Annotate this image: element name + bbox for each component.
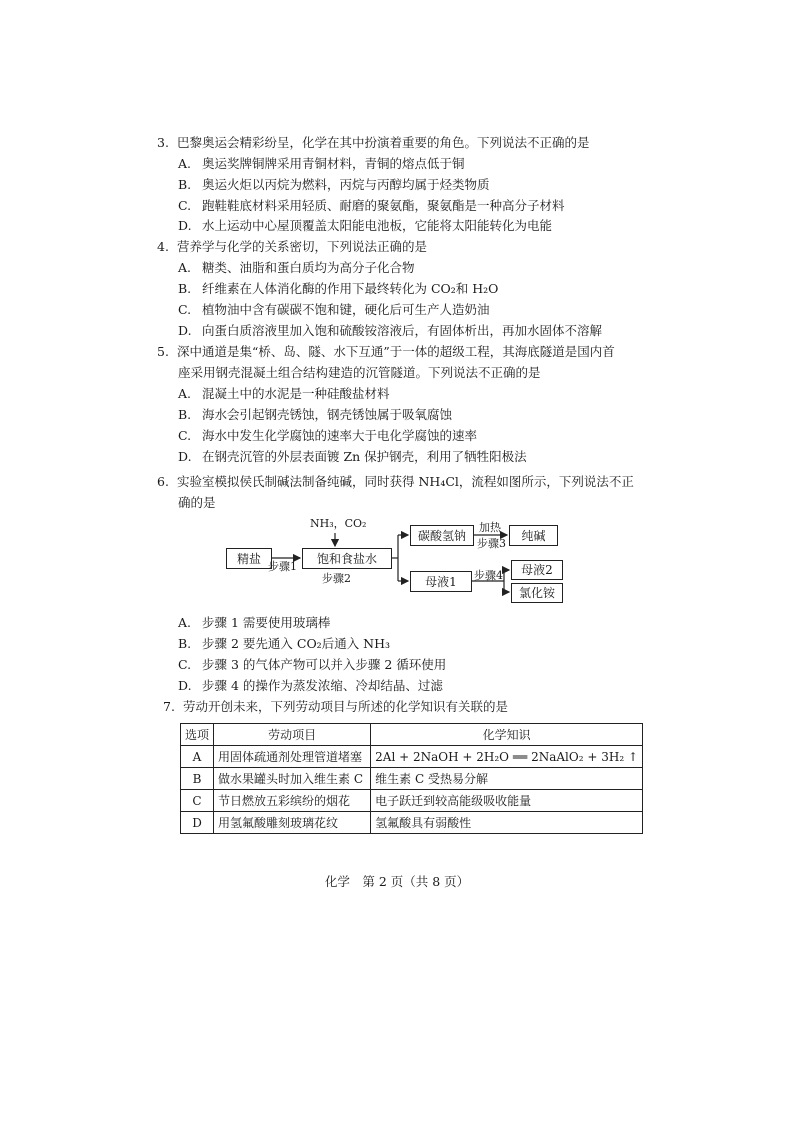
table-cell: D [181,812,214,834]
table-row [181,768,643,790]
q3-option-d: D. 水上运动中心屋顶覆盖太阳能电池板，它能将太阳能转化为电能 [178,218,553,233]
q5-option-a: A. 混凝土中的水泥是一种硅酸盐材料 [178,386,390,401]
table-header: 选项 [181,724,214,746]
question-7-stem: 7. 劳动开创未来，下列劳动项目与所述的化学知识有关联的是 [163,699,509,714]
box-sodium-bicarbonate: 碳酸氢钠 [410,525,474,546]
q4-option-a: A. 糖类、油脂和蛋白质均为高分子化合物 [178,260,415,275]
table-cell: 氢氟酸具有弱酸性 [371,812,643,834]
table-cell: 2Al + 2NaOH + 2H₂O ══ 2NaAlO₂ + 3H₂ ↑ [371,746,643,768]
table-row [181,812,643,834]
label-step-4: 步骤4 [474,569,503,582]
q3-option-c: C. 跑鞋鞋底材料采用轻质、耐磨的聚氨酯，聚氨酯是一种高分子材料 [178,198,565,213]
box-ammonium-chloride: 氯化铵 [511,583,563,603]
table-cell: 用固体疏通剂处理管道堵塞 [214,746,371,768]
question-5-stem-cont: 座采用钢壳混凝土组合结构建造的沉管隧道。下列说法不正确的是 [178,365,541,380]
box-saturated-brine: 饱和食盐水 [302,548,392,569]
page-footer: 化学 第 2 页（共 8 页） [324,874,470,889]
q4-option-d: D. 向蛋白质溶液里加入饱和硫酸铵溶液后，有固体析出，再加水固体不溶解 [178,323,603,338]
q6-option-b: B. 步骤 2 要先通入 CO₂后通入 NH₃ [178,636,391,651]
table-row [181,790,643,812]
box-salt: 精盐 [226,548,272,569]
question-3-stem: 3. 巴黎奥运会精彩纷呈，化学在其中扮演着重要的角色。下列说法不正确的是 [157,135,590,150]
table-cell: 节日燃放五彩缤纷的烟花 [214,790,371,812]
question-number: 3. [157,135,169,150]
q4-option-c: C. 植物油中含有碳碳不饱和键，硬化后可生产人造奶油 [178,302,490,317]
question-number: 6. [157,474,169,489]
q6-option-d: D. 步骤 4 的操作为蒸发浓缩、冷却结晶、过滤 [178,678,443,693]
table-header: 劳动项目 [214,724,371,746]
question-5-stem: 5. 深中通道是集“桥、岛、隧、水下互通”于一体的超级工程，其海底隧道是国内首 [157,344,615,359]
q6-option-c: C. 步骤 3 的气体产物可以并入步骤 2 循环使用 [178,657,447,672]
q4-option-b: B. 纤维素在人体消化酶的作用下最终转化为 CO₂和 H₂O [178,281,499,296]
q3-option-b: B. 奥运火炬以丙烷为燃料，丙烷与丙醇均属于烃类物质 [178,177,490,192]
table-cell: B [181,768,214,790]
flow-diagram [220,515,590,615]
question-number: 5. [157,344,169,359]
table-cell: 用氢氟酸雕刻玻璃花纹 [214,812,371,834]
question-6-stem: 6. 实验室模拟侯氏制碱法制备纯碱，同时获得 NH₄Cl，流程如图所示，下列说法不正 [157,474,634,489]
box-mother-liquor-2: 母液2 [511,560,563,580]
label-step-2: 步骤2 [322,572,351,585]
table-header-row [181,724,643,746]
question-4-stem: 4. 营养学与化学的关系密切，下列说法正确的是 [157,239,428,254]
q5-option-c: C. 海水中发生化学腐蚀的速率大于电化学腐蚀的速率 [178,428,478,443]
table-cell: 做水果罐头时加入维生素 C [214,768,371,790]
label-reagents: NH₃，CO₂ [310,517,367,530]
table-cell: 电子跃迁到较高能级吸收能量 [371,790,643,812]
label-step-3: 步骤3 [477,537,506,550]
q6-option-a: A. 步骤 1 需要使用玻璃棒 [178,615,331,630]
question-7-table [180,723,643,834]
label-step-1: 步骤1 [268,560,297,573]
q5-option-d: D. 在钢壳沉管的外层表面镀 Zn 保护钢壳，利用了牺牲阳极法 [178,449,527,464]
question-number: 7. [163,699,175,714]
q3-option-a: A. 奥运奖牌铜牌采用青铜材料，青铜的熔点低于铜 [178,156,465,171]
table-cell: A [181,746,214,768]
table-row [181,746,643,768]
q5-option-b: B. 海水会引起钢壳锈蚀，钢壳锈蚀属于吸氧腐蚀 [178,407,453,422]
box-mother-liquor-1: 母液1 [410,571,472,592]
question-6-stem-cont: 确的是 [178,495,216,510]
label-heat: 加热 [479,521,501,534]
question-number: 4. [157,239,169,254]
table-cell: 维生素 C 受热易分解 [371,768,643,790]
table-header: 化学知识 [371,724,643,746]
box-soda-ash: 纯碱 [509,525,558,546]
table-cell: C [181,790,214,812]
